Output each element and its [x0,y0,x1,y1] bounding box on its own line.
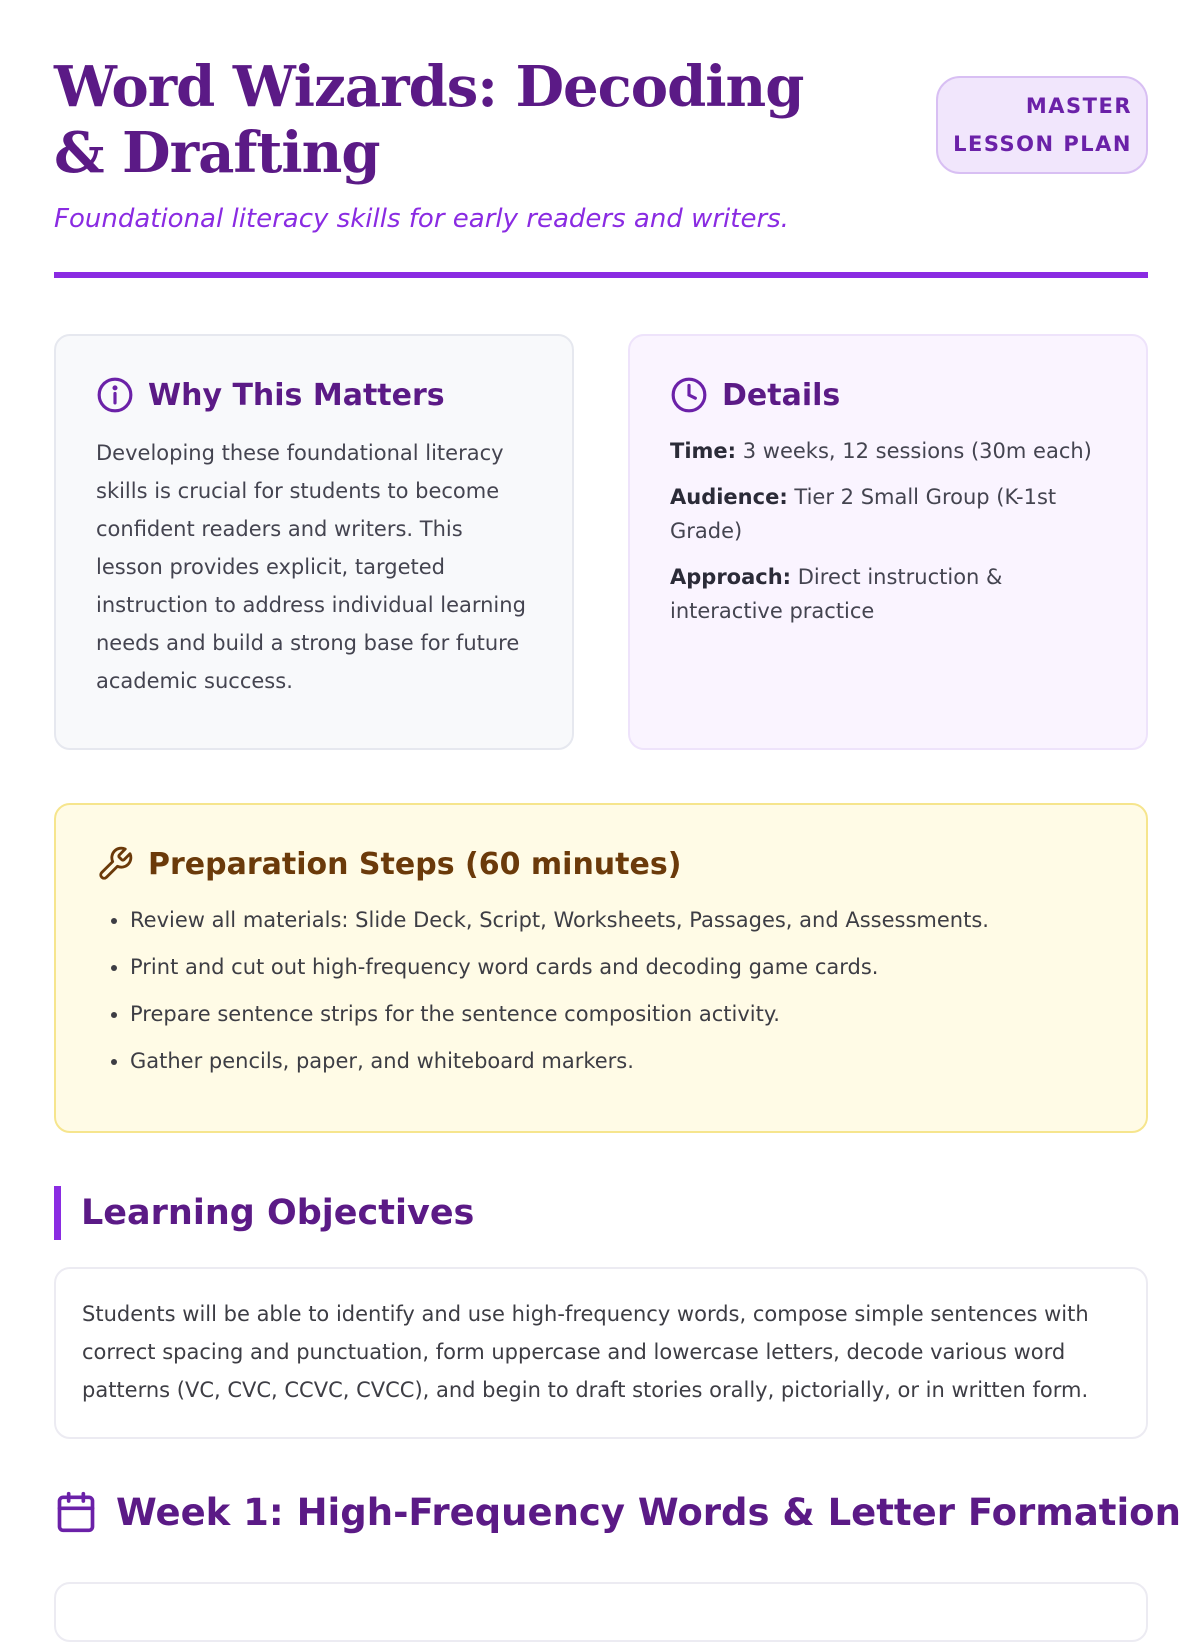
preparation-list [96,907,1106,1074]
list-item: • Gather pencils, paper, and whiteboard markers. [130,1048,1106,1074]
detail-audience: Audience: Tier 2 Small Group (K-1st Grade) [670,485,1057,543]
week1-header [54,1490,1181,1534]
objectives-body: Students will be able to identify and use high-frequency words, compose simple sentences with correct spacing and punctuation, form uppercase and lowercase letters, decode various word patterns (VC, CVC, CCVC, CVCC), and begin to draft stories orally, pictorially, or in written form. [82,1302,1089,1402]
wrench-icon [96,845,134,883]
calendar-icon [54,1490,98,1534]
week1-card [54,1582,1148,1642]
week1-heading: Week 1: High-Frequency Words & Letter Formation [116,1490,1181,1534]
header [54,54,1148,234]
why-heading: Why This Matters [148,377,445,413]
page-title: Word Wizards: Decoding & Drafting [54,54,804,186]
details-card [628,334,1148,750]
objectives-heading: Learning Objectives [81,1193,475,1233]
detail-time: Time: 3 weeks, 12 sessions (30m each) [670,439,1092,463]
details-heading: Details [722,377,841,413]
list-item: • Print and cut out high-frequency word cards and decoding game cards. [130,954,1106,980]
list-item: • Review all materials: Slide Deck, Script, Worksheets, Passages, and Assessments. [130,907,1106,933]
clock-icon [670,376,708,414]
preparation-card [54,803,1148,1133]
info-icon [96,376,134,414]
status-badge: MASTER LESSON PLAN [936,76,1148,174]
objectives-card [54,1267,1148,1439]
detail-approach: Approach: Direct instruction & interactive practice [670,565,1003,623]
why-body: Developing these foundational literacy skills is crucial for students to become confident readers and writers. This lesson provides explicit, targeted instruction to address individual learning needs and build a strong base for future academic success. [96,441,526,693]
page-subtitle: Foundational literacy skills for early readers and writers. [54,204,789,234]
header-divider [54,272,1148,278]
objectives-section-header [54,1186,474,1240]
preparation-heading: Preparation Steps (60 minutes) [148,846,682,882]
list-item: • Prepare sentence strips for the sentence composition activity. [130,1001,1106,1027]
why-card [54,334,574,750]
